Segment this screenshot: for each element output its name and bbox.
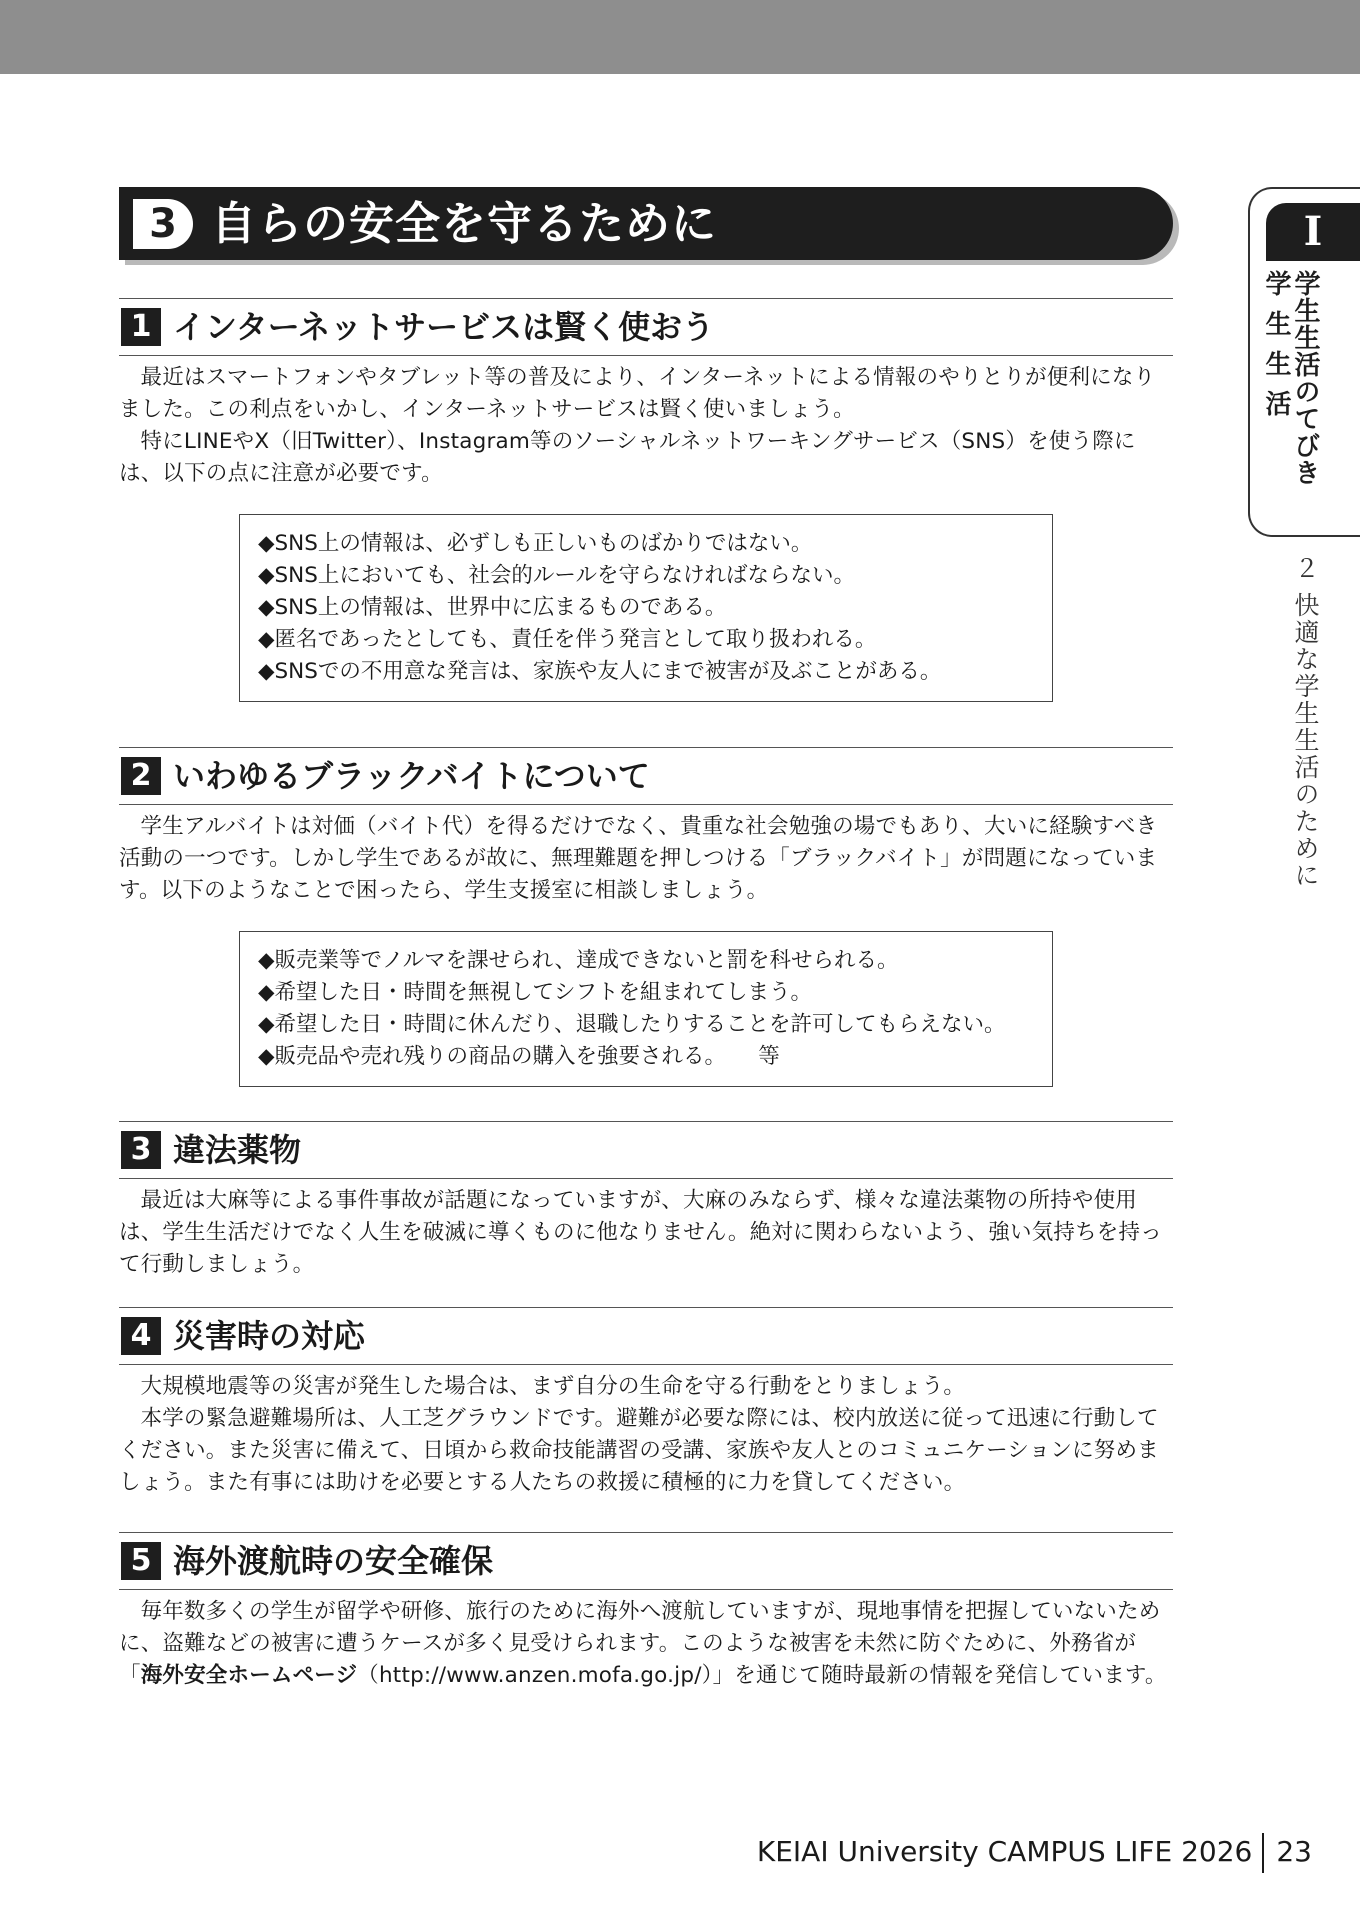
- section-black-baito: [119, 747, 1173, 1087]
- list-item: ◆希望した日・時間を無視してシフトを組まれてしまう。: [258, 980, 813, 1005]
- section-title: インターネットサービスは賢く使おう: [173, 308, 715, 346]
- list-item: ◆SNS上の情報は、世界中に広まるものである。: [258, 595, 727, 620]
- list-item: ◆SNS上においても、社会的ルールを守らなければならない。: [258, 563, 855, 588]
- quote-open: 「: [119, 1663, 141, 1688]
- section-number: 5: [121, 1542, 161, 1580]
- side-tab-sub-text: 学生生活: [1261, 270, 1291, 430]
- section-title: 災害時の対応: [173, 1317, 366, 1355]
- side-tab-main-text: 学生生活のてびき: [1290, 270, 1320, 486]
- notice-box: [239, 514, 1053, 702]
- list-item: ◆販売業等でノルマを課せられ、達成できないと罰を科せられる。: [258, 948, 899, 973]
- section-title: いわゆるブラックバイトについて: [173, 757, 650, 795]
- paragraph-text: 毎年数多くの学生が留学や研修、旅行のために海外へ渡航していますが、現地事情を把握していないために、盗難などの被害に遭うケースが多く見受けられます。このような被害を未然に防ぐために、外務省が: [119, 1599, 1161, 1656]
- paragraph: 本学の緊急避難場所は、人工芝グラウンドです。避難が必要な際には、校内放送に従って迅速に行動してください。また災害に備えて、日頃から救命技能講習の受講、家族や友人とのコミュニケーションに努めましょう。また有事には助けを必要とする人たちの救援に積極的に力を貸してください。: [119, 1406, 1159, 1495]
- chapter-title: 自らの安全を守るために: [211, 197, 718, 250]
- chapter-number: 3: [133, 199, 193, 249]
- section-number: 1: [121, 308, 161, 346]
- page-number: 23: [1276, 1835, 1312, 1868]
- site-name: 海外安全ホームページ: [140, 1663, 358, 1688]
- site-url: （http://www.anzen.mofa.go.jp/）: [357, 1663, 713, 1688]
- section-number: 4: [121, 1317, 161, 1355]
- section-heading: [119, 1307, 1173, 1365]
- section-number: 2: [121, 757, 161, 795]
- list-item: ◆希望した日・時間に休んだり、退職したりすることを許可してもらえない。: [258, 1012, 1006, 1037]
- footer-title: KEIAI University CAMPUS LIFE 2026: [756, 1835, 1253, 1868]
- chapter-banner: [119, 187, 1173, 260]
- paragraph: 最近は大麻等による事件事故が話題になっていますが、大麻のみならず、様々な違法薬物の所持や使用は、学生生活だけでなく人生を破滅に導くものに他なりません。絶対に関わらないよう、強い気持ちを持って行動しましょう。: [119, 1188, 1162, 1277]
- side-chapter-text: ２ 快適な学生生活のために: [1291, 555, 1320, 889]
- paragraph: 学生アルバイトは対価（バイト代）を得るだけでなく、貴重な社会勉強の場でもあり、大いに経験すべき活動の一つです。しかし学生であるが故に、無理難題を押しつける「ブラックバイト」が問題になっています。以下のようなことで困ったら、学生支援室に相談しましょう。: [119, 814, 1158, 903]
- section-illegal-drugs: [119, 1121, 1173, 1281]
- section-disaster: [119, 1307, 1173, 1499]
- notice-box: [239, 931, 1053, 1087]
- section-heading: [119, 747, 1173, 805]
- page-footer: [757, 1832, 1312, 1872]
- section-title: 違法薬物: [173, 1131, 302, 1169]
- section-heading: [119, 1121, 1173, 1179]
- section-overseas-travel: [119, 1532, 1173, 1692]
- list-item: ◆SNSでの不用意な発言は、家族や友人にまで被害が及ぶことがある。: [258, 659, 942, 684]
- section-title: 海外渡航時の安全確保: [173, 1542, 494, 1580]
- paragraph: [119, 1596, 1173, 1692]
- section-heading: [119, 298, 1173, 356]
- list-item: ◆SNS上の情報は、必ずしも正しいものばかりではない。: [258, 531, 813, 556]
- paragraph: 最近はスマートフォンやタブレット等の普及により、インターネットによる情報のやりとりが便利になりました。この利点をいかし、インターネットサービスは賢く使いましょう。: [119, 365, 1156, 422]
- section-heading: [119, 1532, 1173, 1590]
- list-item: ◆匿名であったとしても、責任を伴う発言として取り扱われる。: [258, 627, 877, 652]
- top-gray-band: [0, 0, 1360, 74]
- paragraph: 特にLINEやX（旧Twitter）、Instagram等のソーシャルネットワーキングサービス（SNS）を使う際には、以下の点に注意が必要です。: [119, 429, 1136, 486]
- paragraph: 大規模地震等の災害が発生した場合は、まず自分の生命を守る行動をとりましょう。: [140, 1374, 966, 1399]
- section-number: 3: [121, 1131, 161, 1169]
- side-tab-numeral: I: [1266, 203, 1360, 261]
- paragraph-tail: 」を通じて随時最新の情報を発信しています。: [712, 1663, 1167, 1688]
- list-item: ◆販売品や売れ残りの商品の購入を強要される。 等: [258, 1044, 780, 1069]
- footer-divider: [1262, 1833, 1264, 1873]
- section-internet: [119, 298, 1173, 702]
